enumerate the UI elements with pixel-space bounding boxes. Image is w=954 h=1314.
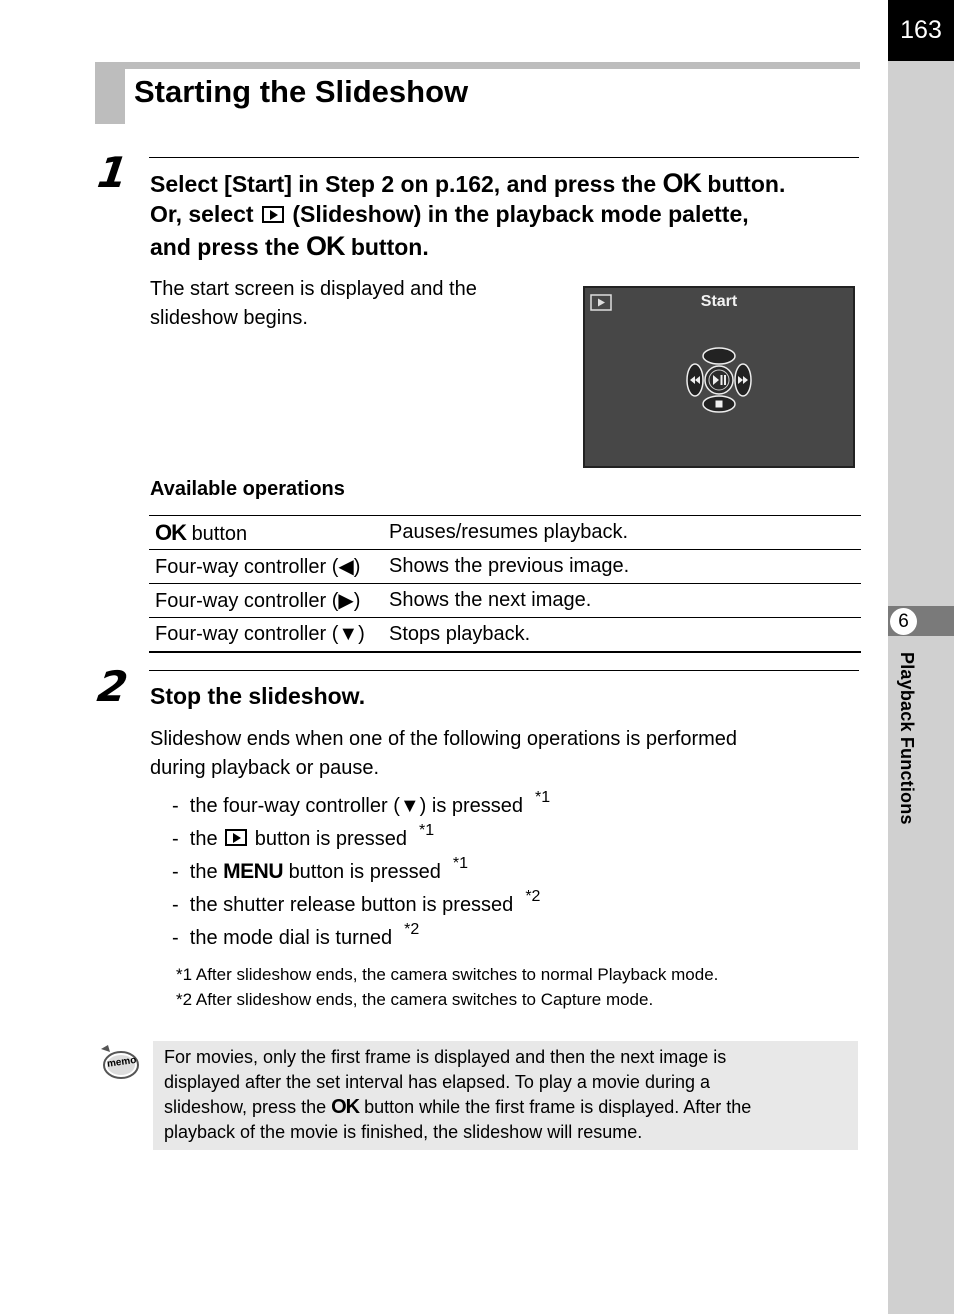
memo-box xyxy=(153,1041,858,1150)
table-row xyxy=(149,584,861,618)
step1-heading-line3: and press the OK button. xyxy=(150,231,429,261)
step1-heading-line1: Select [Start] in Step 2 on p.162, and press the OK button. xyxy=(150,168,786,198)
step2-body-line2: during playback or pause. xyxy=(150,757,380,779)
operations-title: Available operations xyxy=(150,478,345,500)
footnote-2: *2 After slideshow ends, the camera switches to Capture mode. xyxy=(176,990,654,1009)
camera-start-screen xyxy=(583,286,855,468)
ok-button-icon: OK xyxy=(305,231,345,261)
table-row xyxy=(149,516,861,550)
memo-line-4: playback of the movie is finished, the slideshow will resume. xyxy=(164,1122,643,1142)
step-number-2: 2 xyxy=(94,662,131,711)
operation-control: Four-way controller (▶) xyxy=(149,584,383,618)
slideshow-icon xyxy=(262,206,284,223)
footnote-1: *1 After slideshow ends, the camera switches to normal Playback mode. xyxy=(176,965,719,984)
chapter-number: 6 xyxy=(890,608,917,635)
screen-graphics xyxy=(585,288,853,466)
step2-heading: Stop the slideshow. xyxy=(150,683,366,709)
operation-action: Shows the next image. xyxy=(383,584,861,618)
operations-table xyxy=(149,515,861,653)
page-number: 163 xyxy=(888,0,954,61)
table-row xyxy=(149,618,861,653)
step-number-1: 1 xyxy=(94,148,131,197)
table-row xyxy=(149,550,861,584)
section-title-marker xyxy=(95,62,125,124)
memo-line-2: displayed after the set interval has elapsed. To play a movie during a xyxy=(164,1072,710,1092)
list-item: - the four-way controller (▼) is pressed $^{*1}$ xyxy=(172,789,551,817)
playback-button-icon xyxy=(225,829,247,846)
memo-icon: memo xyxy=(98,1044,140,1084)
operation-control: OK button xyxy=(149,516,383,550)
operation-action: Shows the previous image. xyxy=(383,550,861,584)
list-item: - the button is pressed $^{*1}$ xyxy=(172,822,435,850)
screen-start-label: Start xyxy=(700,293,738,310)
step1-rule xyxy=(149,157,859,158)
section-title: Starting the Slideshow xyxy=(134,74,469,109)
step1-body-line1: The start screen is displayed and the xyxy=(150,278,477,300)
operation-action: Stops playback. xyxy=(383,618,861,653)
list-item: - the MENU button is pressed $^{*1}$ xyxy=(172,855,469,883)
operation-control: Four-way controller (▼) xyxy=(149,618,383,653)
chapter-title: Playback Functions xyxy=(897,652,917,825)
list-item: - the mode dial is turned $^{*2}$ xyxy=(172,921,420,949)
operation-action: Pauses/resumes playback. xyxy=(383,516,861,550)
step1-heading-line2: Or, select (Slideshow) in the playback mode palette, xyxy=(150,201,749,227)
menu-button-icon: MENU xyxy=(223,860,283,883)
list-item: - the shutter release button is pressed $^{*2}$ xyxy=(172,888,541,916)
ok-button-icon: OK xyxy=(155,519,186,545)
ok-button-icon: OK xyxy=(662,168,702,198)
four-way-controller-icon xyxy=(687,348,751,412)
operation-control: Four-way controller (◀) xyxy=(149,550,383,584)
step2-body-line1: Slideshow ends when one of the following operations is performed xyxy=(150,728,738,750)
memo-line-1: For movies, only the first frame is displayed and then the next image is xyxy=(164,1047,727,1067)
memo-line-3: slideshow, press the OK button while the first frame is displayed. After the xyxy=(164,1096,752,1118)
ok-button-icon: OK xyxy=(331,1096,360,1118)
step1-body-line2: slideshow begins. xyxy=(150,307,308,329)
step2-rule xyxy=(149,670,859,671)
